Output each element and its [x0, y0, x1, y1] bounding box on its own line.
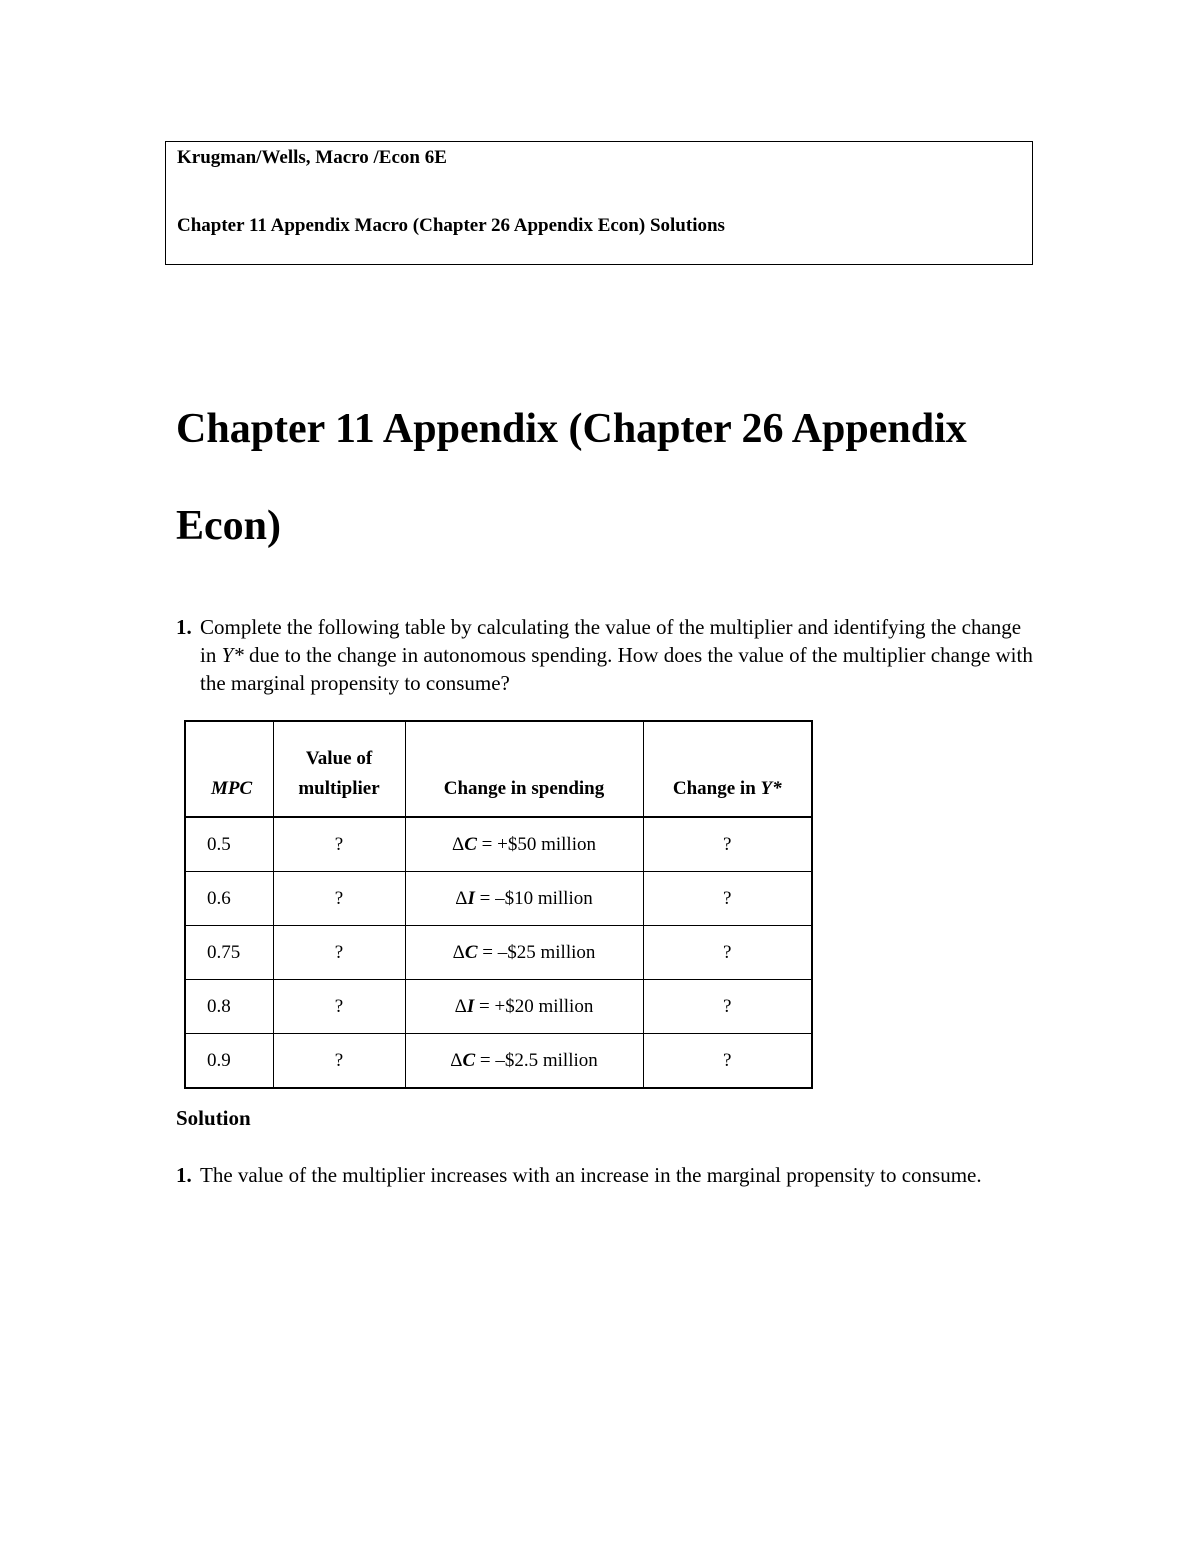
- mpc-cell: 0.5: [185, 817, 273, 872]
- spending-amount: = –$10 million: [474, 887, 593, 909]
- mpc-cell: 0.9: [185, 1034, 273, 1089]
- spending-amount: = +$50 million: [476, 833, 596, 855]
- multiplier-cell: ?: [273, 980, 405, 1034]
- spending-cell: [405, 817, 643, 872]
- mpc-cell: 0.75: [185, 926, 273, 980]
- spending-amount: = –$2.5 million: [475, 1049, 598, 1071]
- header-multiplier-line2: multiplier: [298, 778, 380, 799]
- change-y-cell: ?: [643, 817, 812, 872]
- solution-heading: Solution: [176, 1106, 251, 1130]
- multiplier-cell: ?: [273, 1034, 405, 1089]
- spending-cell: [405, 980, 643, 1034]
- multiplier-cell: ?: [273, 872, 405, 926]
- spending-cell: [405, 926, 643, 980]
- delta-symbol: Δ: [452, 941, 465, 963]
- delta-symbol: Δ: [452, 833, 465, 855]
- multiplier-cell: ?: [273, 817, 405, 872]
- change-y-cell: ?: [643, 872, 812, 926]
- table-row: [185, 872, 812, 926]
- answer-1: [176, 1161, 1036, 1189]
- mpc-cell: 0.6: [185, 872, 273, 926]
- delta-symbol: Δ: [450, 1049, 463, 1071]
- header-spending: Change in spending: [405, 721, 643, 817]
- change-y-cell: ?: [643, 980, 812, 1034]
- spending-amount: = –$25 million: [477, 941, 596, 963]
- question-text-part1: Complete the following table by calculating the value of the multiplier and identifying the change in: [200, 615, 1022, 667]
- change-y-cell: ?: [643, 1034, 812, 1089]
- multiplier-table: [184, 720, 813, 1089]
- table-row: [185, 926, 812, 980]
- header-change-y-prefix: Change in: [672, 778, 761, 799]
- solutions-title: Chapter 11 Appendix Macro (Chapter 26 Appendix Econ) Solutions: [177, 215, 725, 236]
- question-1: [176, 613, 1036, 697]
- y-star-symbol: Y*: [221, 643, 244, 667]
- delta-symbol: Δ: [454, 995, 467, 1017]
- delta-symbol: Δ: [455, 887, 468, 909]
- header-y-star: Y*: [760, 778, 782, 799]
- change-y-cell: ?: [643, 926, 812, 980]
- spending-cell: [405, 872, 643, 926]
- table-row: [185, 980, 812, 1034]
- spending-variable: C: [462, 1049, 476, 1071]
- header-multiplier-line1: Value of: [305, 748, 373, 769]
- header-multiplier: [273, 721, 405, 817]
- spending-variable: I: [467, 887, 475, 909]
- question-text: [200, 613, 1036, 697]
- header-box: [165, 141, 1033, 265]
- header-change-y: [643, 721, 812, 817]
- book-title: Krugman/Wells, Macro /Econ 6E: [177, 147, 447, 168]
- header-mpc: MPC: [185, 721, 273, 817]
- spending-variable: C: [464, 833, 477, 855]
- spending-variable: I: [466, 995, 475, 1017]
- chapter-title: Chapter 11 Appendix (Chapter 26 Appendix Econ): [176, 406, 967, 549]
- question-text-part2: due to the change in autonomous spending. How does the value of the multiplier change with the marginal propensity to consume?: [200, 643, 1033, 695]
- mpc-cell: 0.8: [185, 980, 273, 1034]
- spending-cell: [405, 1034, 643, 1089]
- table-row: [185, 1034, 812, 1089]
- table-header-row: [185, 721, 812, 817]
- spending-amount: = +$20 million: [474, 995, 594, 1017]
- answer-text: The value of the multiplier increases with an increase in the marginal propensity to consume.: [200, 1163, 982, 1187]
- table-row: [185, 817, 812, 872]
- multiplier-cell: ?: [273, 926, 405, 980]
- answer-number: 1.: [176, 1163, 192, 1187]
- question-number: 1.: [176, 615, 192, 639]
- spending-variable: C: [464, 941, 478, 963]
